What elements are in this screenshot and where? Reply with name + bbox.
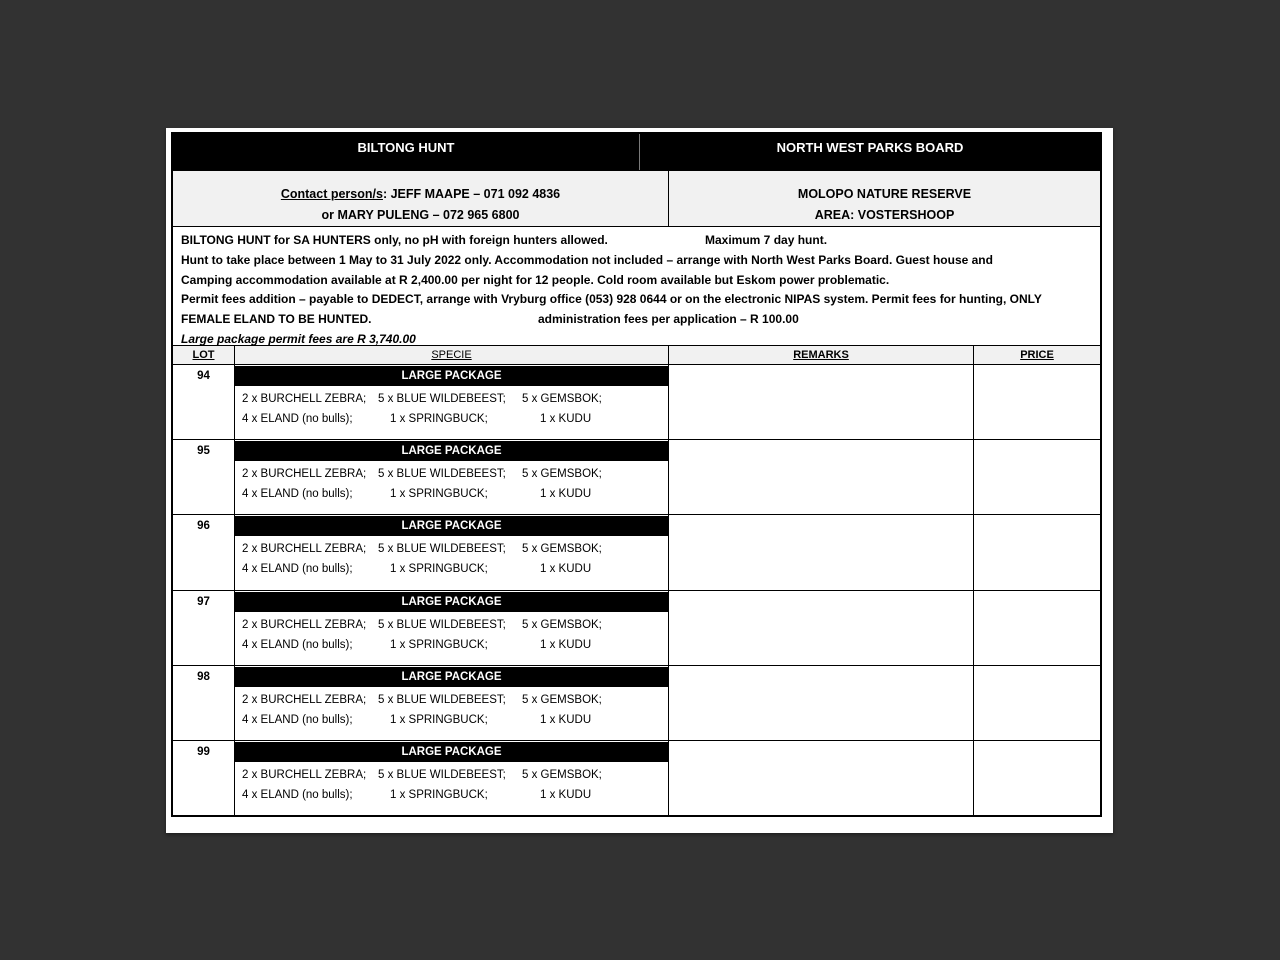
specie-item: 2 x BURCHELL ZEBRA; <box>242 618 367 631</box>
specie-cell <box>235 591 669 665</box>
specie-item: 2 x BURCHELL ZEBRA; <box>242 768 367 781</box>
specie-line-1 <box>235 765 668 785</box>
specie-line-2 <box>235 635 668 655</box>
note-line-1a: BILTONG HUNT for SA HUNTERS only, no pH with foreign hunters allowed. <box>181 233 608 247</box>
specie-item: 4 x ELAND (no bulls); <box>242 413 353 425</box>
contact-info <box>173 171 669 226</box>
table-row <box>173 666 1100 741</box>
package-title-bar: LARGE PACKAGE <box>235 592 668 612</box>
price-cell <box>974 365 1100 439</box>
specie-item: 5 x BLUE WILDEBEEST; <box>378 543 506 556</box>
reserve-area: AREA: VOSTERSHOOP <box>814 208 955 222</box>
package-title-bar: LARGE PACKAGE <box>235 516 668 536</box>
note-line-5 <box>181 310 1092 330</box>
specie-item: 5 x GEMSBOK; <box>522 468 602 481</box>
specie-line-2 <box>235 484 668 504</box>
specie-line-2 <box>235 409 668 429</box>
specie-item: 1 x KUDU <box>540 563 592 576</box>
specie-item: 5 x GEMSBOK; <box>522 768 602 781</box>
note-line-2: Hunt to take place between 1 May to 31 July 2022 only. Accommodation not included – arrange with North West Parks Board. Guest house and <box>181 252 993 267</box>
specie-item: 5 x BLUE WILDEBEEST; <box>378 468 506 481</box>
column-header-lot: LOT <box>173 346 235 364</box>
price-cell <box>974 591 1100 665</box>
contact-line-2: or MARY PULENG – 072 965 6800 <box>321 208 520 222</box>
note-line-5a: FEMALE ELAND TO BE HUNTED. <box>181 312 372 327</box>
price-cell <box>974 666 1100 740</box>
specie-line-1 <box>235 464 668 484</box>
specie-item: 4 x ELAND (no bulls); <box>242 788 353 801</box>
specie-item: 5 x GEMSBOK; <box>522 693 602 706</box>
remarks-cell <box>669 515 974 589</box>
table-row <box>173 440 1100 515</box>
specie-item: 1 x SPRINGBUCK; <box>390 638 488 651</box>
specie-item: 4 x ELAND (no bulls); <box>242 563 353 576</box>
contact-row <box>173 171 1100 227</box>
note-line-6: Large package permit fees are R 3,740.00 <box>181 331 416 346</box>
specie-line-1 <box>235 690 668 710</box>
specie-item: 1 x SPRINGBUCK; <box>390 488 488 501</box>
remarks-cell <box>669 591 974 665</box>
table-row <box>173 741 1100 815</box>
specie-item: 1 x SPRINGBUCK; <box>390 413 488 425</box>
document-title: BILTONG HUNT <box>173 134 640 170</box>
specie-item: 5 x BLUE WILDEBEEST; <box>378 693 506 706</box>
note-line-4: Permit fees addition – payable to DEDECT, arrange with Vryburg office (053) 928 0644 or on the electronic NIPAS system. Permit fees for hunting, ONLY <box>181 292 1042 307</box>
specie-item: 1 x KUDU <box>540 638 592 651</box>
column-header-price: PRICE <box>1020 349 1054 361</box>
table-row <box>173 591 1100 666</box>
specie-line-1 <box>235 539 668 559</box>
package-title-bar: LARGE PACKAGE <box>235 366 668 386</box>
specie-item: 4 x ELAND (no bulls); <box>242 488 353 501</box>
remarks-cell <box>669 741 974 815</box>
specie-item: 4 x ELAND (no bulls); <box>242 638 353 651</box>
specie-line-2 <box>235 559 668 579</box>
package-title-bar: LARGE PACKAGE <box>235 667 668 687</box>
lot-number: 95 <box>173 440 235 514</box>
hunt-notes <box>173 227 1100 346</box>
reserve-info <box>669 171 1100 226</box>
specie-line-1 <box>235 389 668 409</box>
specie-item: 5 x BLUE WILDEBEEST; <box>378 393 506 405</box>
lot-number: 98 <box>173 666 235 740</box>
hunt-lot-document <box>171 132 1102 817</box>
title-bar-row <box>173 134 1100 171</box>
package-title-bar: LARGE PACKAGE <box>235 742 668 762</box>
table-row <box>173 515 1100 590</box>
specie-item: 1 x KUDU <box>540 488 592 501</box>
document-page <box>166 128 1113 833</box>
lot-number: 96 <box>173 515 235 589</box>
specie-item: 1 x SPRINGBUCK; <box>390 788 488 801</box>
specie-cell <box>235 666 669 740</box>
specie-line-2 <box>235 785 668 805</box>
price-cell <box>974 741 1100 815</box>
specie-line-1 <box>235 615 668 635</box>
lot-number: 97 <box>173 591 235 665</box>
specie-cell <box>235 365 669 439</box>
note-line-1b: Maximum 7 day hunt. <box>705 233 828 247</box>
specie-item: 2 x BURCHELL ZEBRA; <box>242 543 367 556</box>
contact-person: : JEFF MAAPE – 071 092 4836 <box>382 187 561 201</box>
specie-item: 5 x GEMSBOK; <box>522 543 602 556</box>
table-row <box>173 365 1100 440</box>
specie-item: 1 x SPRINGBUCK; <box>390 713 488 726</box>
specie-cell <box>235 741 669 815</box>
specie-cell <box>235 515 669 589</box>
note-line-3: Camping accommodation available at R 2,400.00 per night for 12 people. Cold room available but Eskom power problematic. <box>181 272 890 287</box>
contact-line-1 <box>281 184 560 205</box>
specie-item: 1 x KUDU <box>540 788 592 801</box>
remarks-cell <box>669 365 974 439</box>
specie-item: 2 x BURCHELL ZEBRA; <box>242 693 367 706</box>
specie-item: 2 x BURCHELL ZEBRA; <box>242 393 367 405</box>
specie-cell <box>235 440 669 514</box>
price-cell <box>974 440 1100 514</box>
specie-item: 1 x KUDU <box>540 713 592 726</box>
package-title-bar: LARGE PACKAGE <box>235 441 668 461</box>
lot-number: 99 <box>173 741 235 815</box>
specie-item: 5 x GEMSBOK; <box>522 393 602 405</box>
organisation-title: NORTH WEST PARKS BOARD <box>776 140 964 155</box>
reserve-name: MOLOPO NATURE RESERVE <box>797 187 972 201</box>
column-header-remarks: REMARKS <box>669 346 974 364</box>
contact-label: Contact person/s <box>280 187 383 201</box>
specie-line-2 <box>235 710 668 730</box>
column-header-specie: SPECIE <box>235 346 669 364</box>
lot-number: 94 <box>173 365 235 439</box>
note-line-5b: administration fees per application – R 100.00 <box>538 312 799 327</box>
specie-item: 1 x KUDU <box>540 413 592 425</box>
specie-item: 4 x ELAND (no bulls); <box>242 713 353 726</box>
specie-item: 5 x BLUE WILDEBEEST; <box>378 768 506 781</box>
specie-item: 5 x GEMSBOK; <box>522 618 602 631</box>
specie-item: 1 x SPRINGBUCK; <box>390 563 488 576</box>
note-line-1 <box>181 231 1092 251</box>
remarks-cell <box>669 440 974 514</box>
remarks-cell <box>669 666 974 740</box>
specie-item: 2 x BURCHELL ZEBRA; <box>242 468 367 481</box>
specie-item: 5 x BLUE WILDEBEEST; <box>378 618 506 631</box>
price-cell <box>974 515 1100 589</box>
